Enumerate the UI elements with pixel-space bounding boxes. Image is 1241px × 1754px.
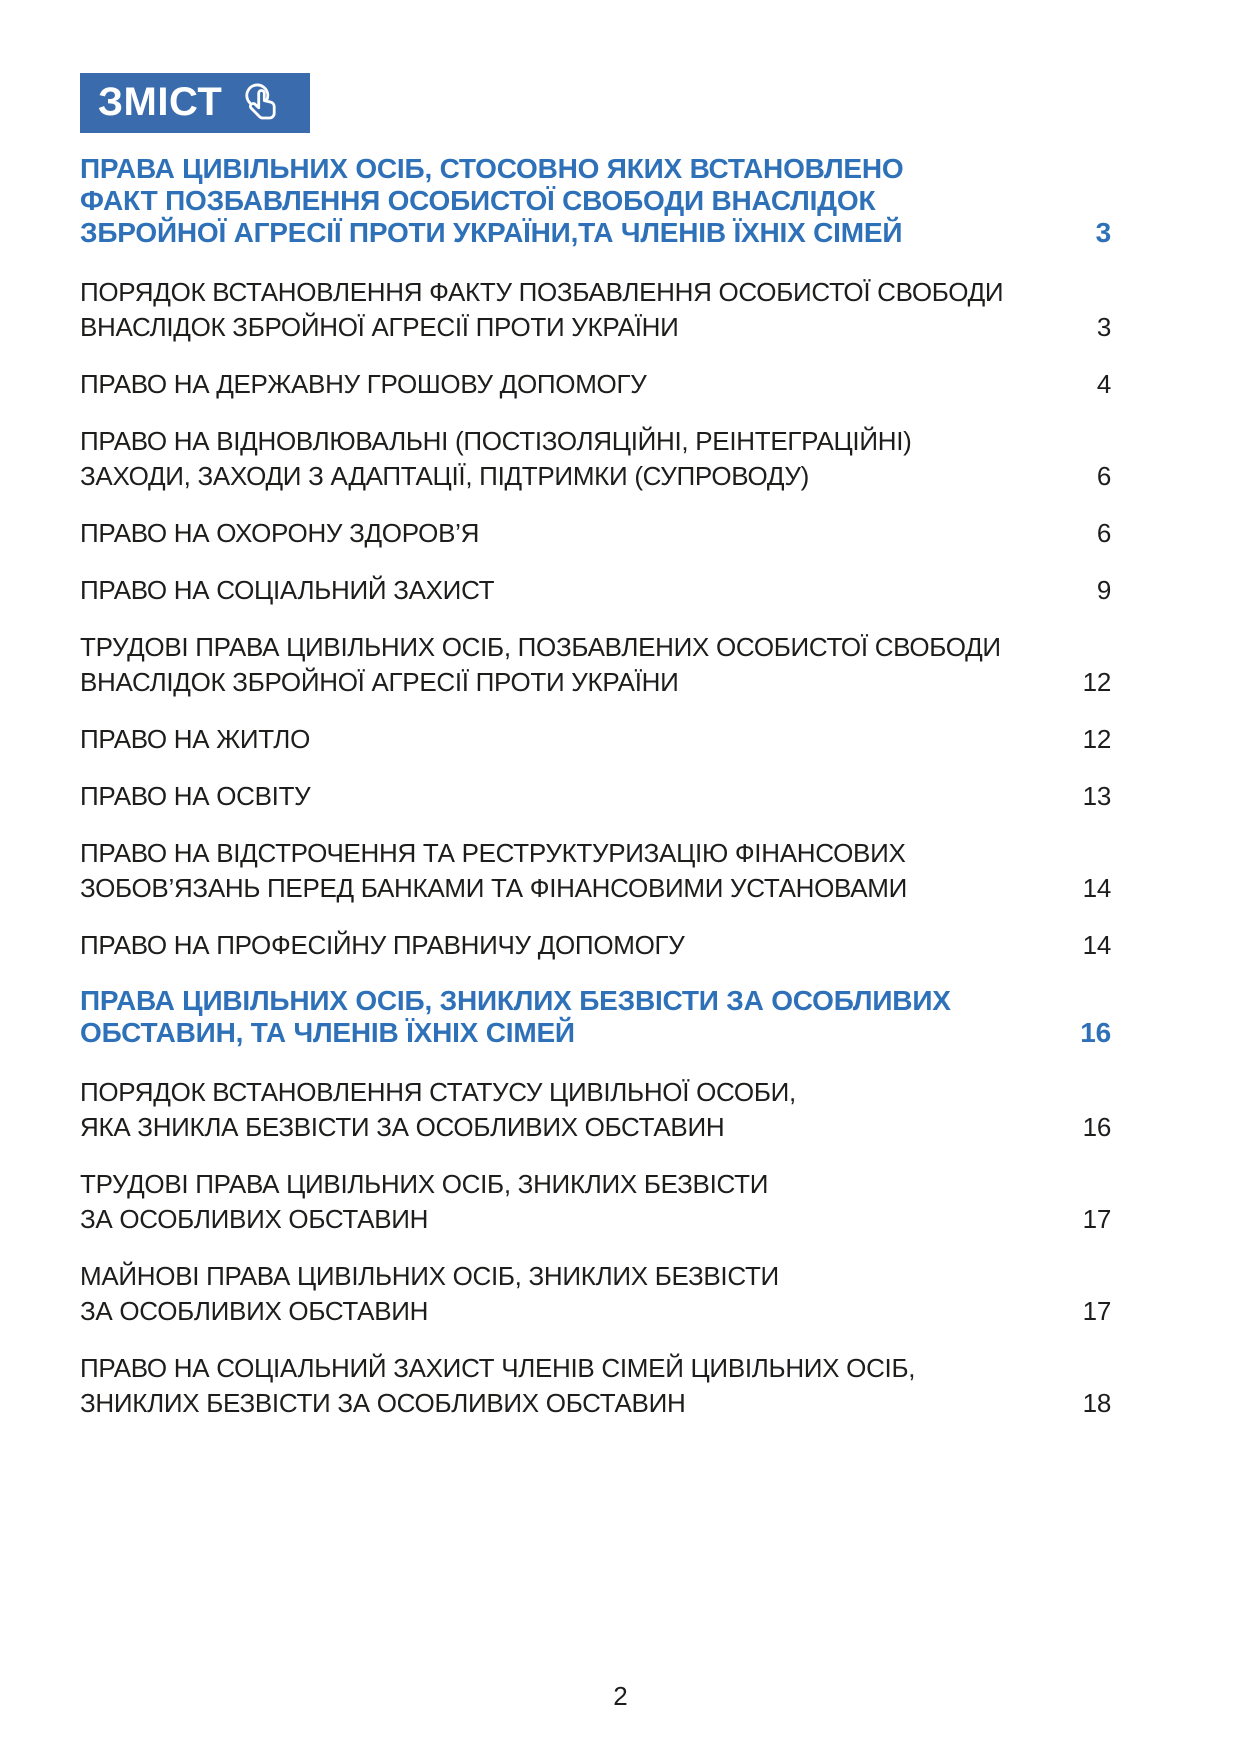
toc-entry-line [80,367,1111,402]
toc-entry-text: ЗА ОСОБЛИВИХ ОБСТАВИН [80,1204,429,1234]
toc-entry-text: ЗАХОДИ, ЗАХОДИ З АДАПТАЦІЇ, ПІДТРИМКИ (СУПРОВОДУ) [80,461,810,491]
page-title: ЗМІСТ [98,80,223,124]
toc-entry-line [80,1167,1111,1202]
toc-entry-line [80,871,1111,906]
toc-entry-line [80,665,1111,700]
toc-entry-text: МАЙНОВІ ПРАВА ЦИВІЛЬНИХ ОСІБ, ЗНИКЛИХ БЕЗВІСТИ [80,1261,779,1291]
toc-entry-text: ЯКА ЗНИКЛА БЕЗВІСТИ ЗА ОСОБЛИВИХ ОБСТАВИН [80,1112,725,1142]
toc-page-number: 9 [1096,575,1111,605]
toc-page-number: 18 [1082,1388,1111,1418]
toc-item-entry[interactable] [80,1351,1111,1421]
toc-entry-lines [80,1351,1111,1421]
toc-item-entry[interactable] [80,1259,1111,1329]
toc-entry-lines [80,1167,1111,1237]
toc-page-number: 17 [1082,1204,1111,1234]
toc-entry-text: ОБСТАВИН, ТА ЧЛЕНІВ ЇХНІХ СІМЕЙ [80,1017,575,1048]
toc-entry-line [80,836,1111,871]
toc-entry-line [80,153,1111,185]
toc-entry-line [80,722,1111,757]
toc-item-entry[interactable] [80,424,1111,494]
toc-item-entry[interactable] [80,1167,1111,1237]
toc-entry-line [80,1351,1111,1386]
toc-entry-text: ПРАВО НА ВІДСТРОЧЕННЯ ТА РЕСТРУКТУРИЗАЦІЮ ФІНАНСОВИХ [80,838,906,868]
toc-item-entry[interactable] [80,928,1111,963]
toc-item-entry[interactable] [80,630,1111,700]
toc-entry-text: ПРАВО НА ОСВІТУ [80,781,311,811]
toc-page-number: 16 [1080,1017,1111,1048]
toc-entry-lines [80,985,1111,1049]
toc-entry-line [80,1386,1111,1421]
toc-entry-line [80,459,1111,494]
toc-entry-text: ТРУДОВІ ПРАВА ЦИВІЛЬНИХ ОСІБ, ЗНИКЛИХ БЕЗВІСТИ [80,1169,769,1199]
toc-item-entry[interactable] [80,573,1111,608]
toc-entry-line [80,1075,1111,1110]
toc-item-entry[interactable] [80,516,1111,551]
toc-entry-lines [80,836,1111,906]
toc-entry-lines [80,275,1111,345]
toc-page-number: 3 [1096,312,1111,342]
toc-page-number: 6 [1096,518,1111,548]
toc-entry-line [80,310,1111,345]
toc-entry-text: ПРАВО НА ПРОФЕСІЙНУ ПРАВНИЧУ ДОПОМОГУ [80,930,685,960]
toc-entry-line [80,1017,1111,1049]
toc-page-number: 12 [1082,724,1111,754]
toc-entry-line [80,928,1111,963]
toc-page-number: 6 [1096,461,1111,491]
toc-item-entry[interactable] [80,275,1111,345]
toc-entry-lines [80,516,1111,551]
toc-entry-lines [80,1075,1111,1145]
toc-entry-line [80,1202,1111,1237]
toc-item-entry[interactable] [80,722,1111,757]
toc-entry-line [80,275,1111,310]
toc-entry-text: ЗА ОСОБЛИВИХ ОБСТАВИН [80,1296,429,1326]
toc-entry-lines [80,779,1111,814]
toc-entry-text: ПРАВО НА ОХОРОНУ ЗДОРОВ’Я [80,518,480,548]
toc-page-number: 16 [1082,1112,1111,1142]
toc-entry-lines [80,153,1111,249]
toc-entry-text: ВНАСЛІДОК ЗБРОЙНОЇ АГРЕСІЇ ПРОТИ УКРАЇНИ [80,312,679,342]
toc-item-entry[interactable] [80,779,1111,814]
toc-entry-line [80,217,1111,249]
toc-entry-text: ЗБРОЙНОЇ АГРЕСІЇ ПРОТИ УКРАЇНИ,ТА ЧЛЕНІВ ЇХНІХ СІМЕЙ [80,217,903,248]
toc-section-entry[interactable] [80,985,1111,1049]
toc-item-entry[interactable] [80,367,1111,402]
contents-header [80,73,310,133]
toc-item-entry[interactable] [80,836,1111,906]
toc-entry-lines [80,367,1111,402]
click-hand-icon [236,79,288,125]
toc-entry-text: ПРАВО НА ЖИТЛО [80,724,310,754]
toc-entry-text: ПРАВО НА СОЦІАЛЬНИЙ ЗАХИСТ [80,575,495,605]
toc-entry-line [80,185,1111,217]
toc-entry-text: ПРАВА ЦИВІЛЬНИХ ОСІБ, СТОСОВНО ЯКИХ ВСТАНОВЛЕНО [80,153,904,184]
toc-page-number: 13 [1082,781,1111,811]
toc-entry-text: ВНАСЛІДОК ЗБРОЙНОЇ АГРЕСІЇ ПРОТИ УКРАЇНИ [80,667,679,697]
toc-entry-line [80,424,1111,459]
toc-entry-lines [80,1259,1111,1329]
toc-page-number: 3 [1095,217,1111,248]
toc-entry-text: ПРАВО НА СОЦІАЛЬНИЙ ЗАХИСТ ЧЛЕНІВ СІМЕЙ ЦИВІЛЬНИХ ОСІБ, [80,1353,916,1383]
toc-list [80,153,1111,1421]
toc-entry-lines [80,573,1111,608]
toc-page-number: 12 [1082,667,1111,697]
toc-entry-text: ПРАВА ЦИВІЛЬНИХ ОСІБ, ЗНИКЛИХ БЕЗВІСТИ ЗА ОСОБЛИВИХ [80,985,951,1016]
toc-entry-line [80,630,1111,665]
toc-entry-text: ПРАВО НА ВІДНОВЛЮВАЛЬНІ (ПОСТІЗОЛЯЦІЙНІ, РЕІНТЕГРАЦІЙНІ) [80,426,912,456]
toc-page-number: 4 [1096,369,1111,399]
toc-entry-line [80,1259,1111,1294]
page-number: 2 [613,1681,628,1711]
toc-entry-lines [80,928,1111,963]
toc-section-entry[interactable] [80,153,1111,249]
toc-entry-text: ФАКТ ПОЗБАВЛЕННЯ ОСОБИСТОЇ СВОБОДИ ВНАСЛІДОК [80,185,876,216]
toc-item-entry[interactable] [80,1075,1111,1145]
toc-entry-text: ЗНИКЛИХ БЕЗВІСТИ ЗА ОСОБЛИВИХ ОБСТАВИН [80,1388,686,1418]
toc-entry-lines [80,722,1111,757]
toc-entry-lines [80,630,1111,700]
toc-entry-line [80,1110,1111,1145]
toc-entry-line [80,516,1111,551]
toc-entry-text: ПОРЯДОК ВСТАНОВЛЕННЯ СТАТУСУ ЦИВІЛЬНОЇ ОСОБИ, [80,1077,796,1107]
toc-entry-line [80,985,1111,1017]
toc-page-number: 14 [1082,930,1111,960]
toc-entry-text: ТРУДОВІ ПРАВА ЦИВІЛЬНИХ ОСІБ, ПОЗБАВЛЕНИХ ОСОБИСТОЇ СВОБОДИ [80,632,1001,662]
toc-entry-line [80,1294,1111,1329]
toc-entry-text: ПОРЯДОК ВСТАНОВЛЕННЯ ФАКТУ ПОЗБАВЛЕННЯ ОСОБИСТОЇ СВОБОДИ [80,277,1004,307]
toc-entry-lines [80,424,1111,494]
toc-entry-text: ЗОБОВ’ЯЗАНЬ ПЕРЕД БАНКАМИ ТА ФІНАНСОВИМИ УСТАНОВАМИ [80,873,907,903]
toc-entry-line [80,779,1111,814]
toc-page-number: 17 [1082,1296,1111,1326]
toc-page-number: 14 [1082,873,1111,903]
toc-entry-line [80,573,1111,608]
toc-entry-text: ПРАВО НА ДЕРЖАВНУ ГРОШОВУ ДОПОМОГУ [80,369,647,399]
